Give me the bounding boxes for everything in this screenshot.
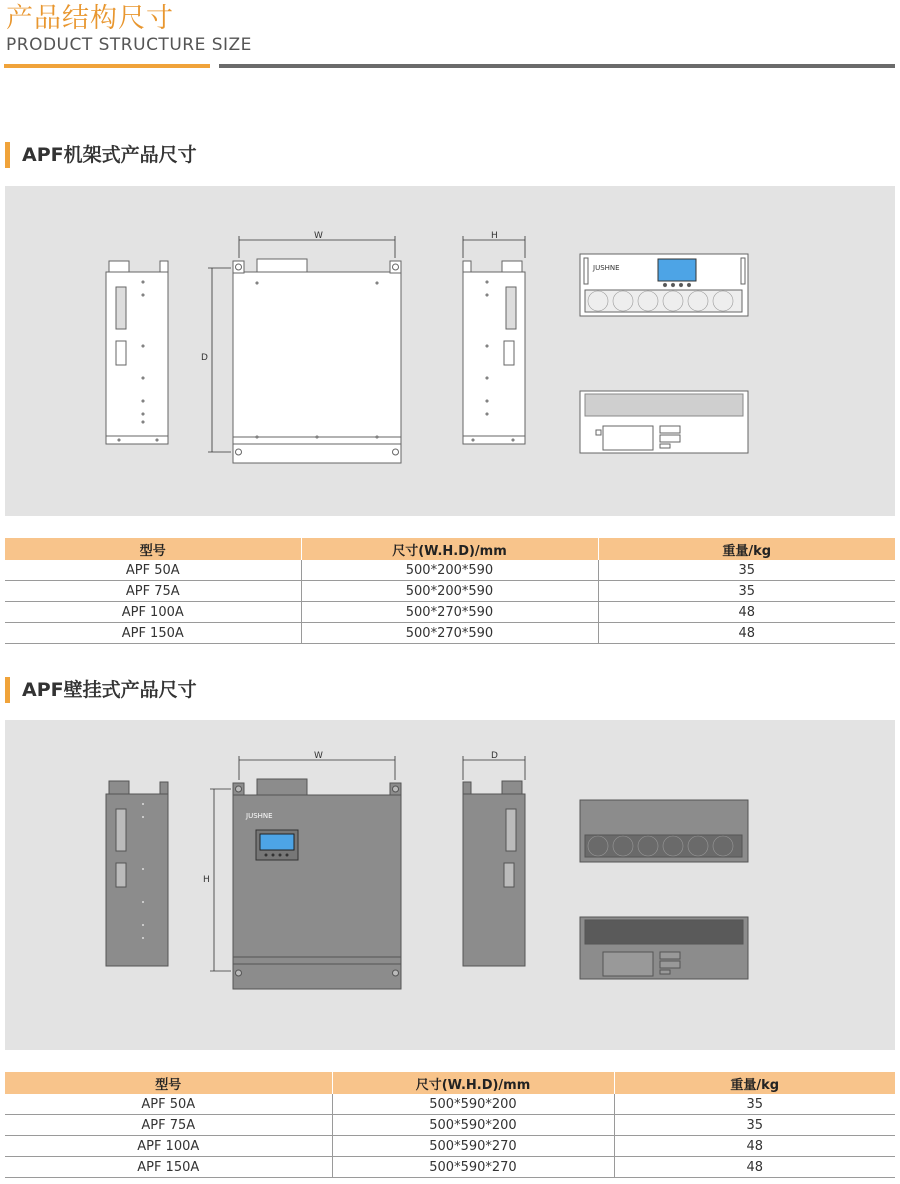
table-cell: APF 100A <box>5 1136 332 1157</box>
table-row <box>5 581 895 602</box>
table-cell: APF 150A <box>5 1157 332 1178</box>
table-cell: 48 <box>598 623 895 644</box>
table-cell: APF 75A <box>5 581 301 602</box>
wall-side-view-right <box>463 781 525 966</box>
wall-rear-panel <box>580 917 748 979</box>
table-header-weight: 重量/kg <box>598 538 895 560</box>
table-cell: 35 <box>614 1115 895 1136</box>
wall-drawings <box>5 720 895 1050</box>
wall-dim-w: W <box>314 751 323 761</box>
rack-drawing-panel <box>5 186 895 516</box>
wall-dim-d: D <box>491 751 498 761</box>
table-cell: 48 <box>614 1157 895 1178</box>
header-divider-bar <box>219 64 895 68</box>
table-cell: 500*270*590 <box>301 602 598 623</box>
table-cell: APF 50A <box>5 560 301 581</box>
table-cell: 500*590*200 <box>332 1094 614 1115</box>
table-cell: APF 50A <box>5 1094 332 1115</box>
rack-spec-table <box>5 538 895 644</box>
rack-front-view <box>233 259 401 463</box>
table-cell: 35 <box>598 581 895 602</box>
section-title-wall: APF壁挂式产品尺寸 <box>22 679 197 701</box>
table-header-model: 型号 <box>5 1072 332 1094</box>
table-cell: APF 75A <box>5 1115 332 1136</box>
wall-drawing-panel <box>5 720 895 1050</box>
table-header-size: 尺寸(W.H.D)/mm <box>332 1072 614 1094</box>
table-header-model: 型号 <box>5 538 301 560</box>
table-row <box>5 602 895 623</box>
table-row <box>5 560 895 581</box>
rack-dim-d: D <box>201 353 208 363</box>
wall-front-view <box>233 779 401 989</box>
rack-brand-logo: JUSHNE <box>593 264 620 272</box>
table-cell: 48 <box>614 1136 895 1157</box>
rack-dim-h: H <box>491 231 498 241</box>
table-cell: APF 100A <box>5 602 301 623</box>
wall-dim-h: H <box>203 875 210 885</box>
rack-rear-panel <box>580 391 748 453</box>
rack-side-view-right <box>463 261 525 444</box>
table-row <box>5 1157 895 1178</box>
section-marker-rack <box>5 142 10 168</box>
table-cell: 500*590*200 <box>332 1115 614 1136</box>
rack-drawings <box>5 186 895 516</box>
table-cell: APF 150A <box>5 623 301 644</box>
wall-spec-table <box>5 1072 895 1178</box>
page-subtitle: PRODUCT STRUCTURE SIZE <box>6 35 252 55</box>
table-cell: 500*590*270 <box>332 1136 614 1157</box>
wall-side-view-left <box>106 781 168 966</box>
table-cell: 500*200*590 <box>301 581 598 602</box>
table-header-weight: 重量/kg <box>614 1072 895 1094</box>
table-cell: 500*590*270 <box>332 1157 614 1178</box>
table-cell: 48 <box>598 602 895 623</box>
table-cell: 35 <box>614 1094 895 1115</box>
table-header-size: 尺寸(W.H.D)/mm <box>301 538 598 560</box>
table-row <box>5 1094 895 1115</box>
header-accent-bar <box>4 64 210 68</box>
table-cell: 500*200*590 <box>301 560 598 581</box>
table-cell: 500*270*590 <box>301 623 598 644</box>
page-title: 产品结构尺寸 <box>6 3 174 34</box>
rack-dim-w: W <box>314 231 323 241</box>
table-row <box>5 1136 895 1157</box>
section-title-rack: APF机架式产品尺寸 <box>22 144 197 166</box>
wall-brand-logo: JUSHNE <box>246 812 273 820</box>
section-marker-wall <box>5 677 10 703</box>
table-cell: 35 <box>598 560 895 581</box>
table-row <box>5 623 895 644</box>
rack-side-view-left <box>106 261 168 444</box>
table-row <box>5 1115 895 1136</box>
